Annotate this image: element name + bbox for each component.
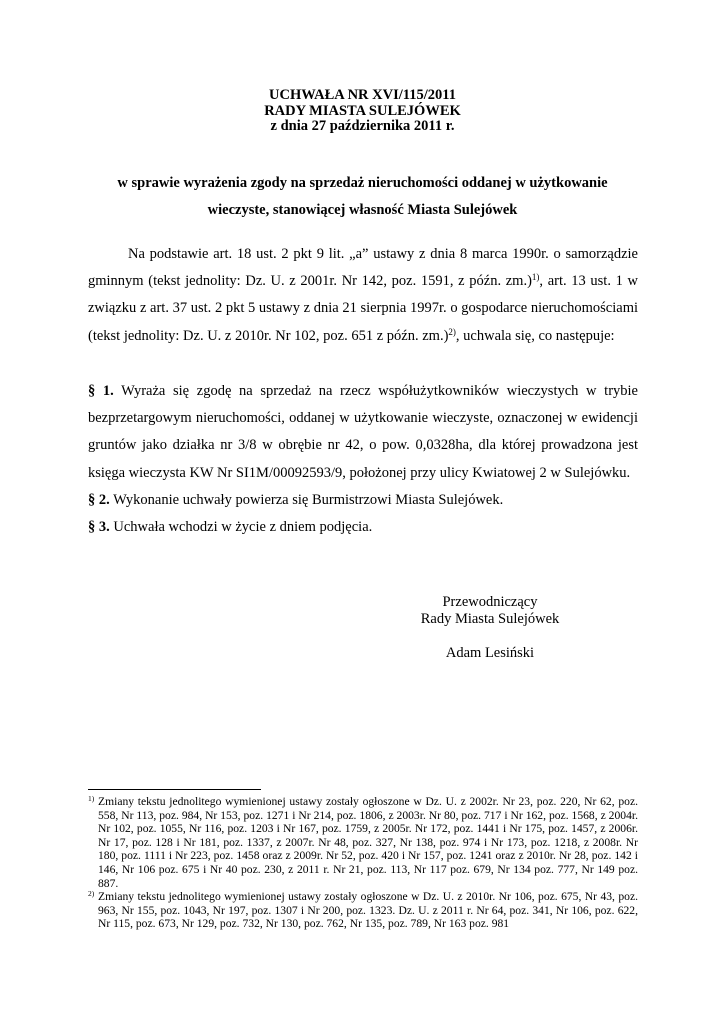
resolution-date: z dnia 27 października 2011 r. bbox=[270, 118, 455, 134]
signatory-name: Adam Lesiński bbox=[445, 645, 535, 661]
footnote-2-text: Zmiany tekstu jednolitego wymienionej ustawy zostały ogłoszone w Dz. U. z 2010r. Nr 106, poz. 675, Nr 43, poz. 963, Nr 155, poz. 1043, Nr 197, poz. 1307 i Nr 200, poz. 1323. Dz. U. z 2011 r. Nr 64, poz. 341, Nr 106, poz. 622, Nr 115, poz. 673, Nr 129, poz. 732, Nr 130, poz. 762, Nr 135, poz. 789, Nr 163 poz. 981 bbox=[98, 890, 638, 931]
section-2-text: Wykonanie uchwały powierza się Burmistrzowi Miasta Sulejówek. bbox=[109, 491, 504, 508]
section-1 bbox=[88, 378, 638, 487]
legal-basis-text-3: , uchwala się, co następuje: bbox=[455, 327, 615, 344]
legal-basis-paragraph bbox=[88, 241, 638, 350]
section-2 bbox=[88, 487, 638, 514]
legal-basis-text-1: Na podstawie art. 18 ust. 2 pkt 9 lit. „a” ustawy z dnia 8 marca 1990r. o samorządzie gminnym (tekst jednolity: Dz. U. z 2001r. Nr 142, poz. 1591, z późn. zm.) bbox=[88, 246, 638, 290]
section-2-label: § 2. bbox=[88, 491, 110, 508]
subject-line-1: w sprawie wyrażenia zgody na sprzedaż nieruchomości oddanej w użytkowanie bbox=[117, 175, 608, 191]
resolution-sections bbox=[88, 378, 638, 541]
subject-line-2: wieczyste, stanowiącej własność Miasta Sulejówek bbox=[207, 202, 518, 218]
signature-block bbox=[400, 594, 580, 662]
footnote-ref-2: 2) bbox=[448, 326, 456, 337]
footnote-separator bbox=[88, 789, 261, 790]
footnote-1-text: Zmiany tekstu jednolitego wymienionej ustawy zostały ogłoszone w Dz. U. z 2002r. Nr 23, poz. 220, Nr 62, poz. 558, Nr 113, poz. 984, Nr 153, poz. 1271 i Nr 214, poz. 1806, z 2003r. Nr 80, poz. 717 i Nr 162, poz. 1568, z 2004r. Nr 102, poz. 1055, Nr 116, poz. 1203 i Nr 167, poz. 1759, z 2005r. Nr 172, poz. 1441 i Nr 175, poz. 1457, z 2006r. Nr 17, poz. 128 i Nr 181, poz. 1337, z 2007r. Nr 48, poz. 327, Nr 138, poz. 974 i Nr 173, poz. 1218, z 2008r. Nr 180, poz. 1111 i Nr 223, poz. 1458 oraz z 2009r. Nr 52, poz. 420 i Nr 157, poz. 1241 oraz z 2010r. Nr 28, poz. 142 i 146, Nr 106 poz. 675 i Nr 40 poz. 230, z 2011 r. Nr 21, poz. 113, Nr 117 poz. 679, Nr 134 poz. 777, Nr 149 poz. 887. bbox=[98, 795, 638, 890]
footnote-2-mark: 2) bbox=[88, 889, 95, 899]
signatory-body: Rady Miasta Sulejówek bbox=[420, 611, 560, 627]
resolution-number: UCHWAŁA NR XVI/115/2011 bbox=[269, 87, 456, 103]
section-3-label: § 3. bbox=[88, 519, 110, 536]
section-1-text: Wyraża się zgodę na sprzedaż na rzecz współużytkowników wieczystych w trybie bezprzetargowym nieruchomości, oddanej w użytkowanie wieczyste, oznaczonej w ewidencji gruntów jako działka nr 3/8 w obrębie nr 42, o pow. 0,0328ha, dla której prowadzona jest księga wieczysta KW Nr SI1M/00092593/9, położonej przy ulicy Kwiatowej 2 w Sulejówku. bbox=[88, 383, 638, 481]
signatory-title: Przewodniczący bbox=[442, 594, 538, 610]
footnote-1-mark: 1) bbox=[88, 794, 95, 803]
footnote-2 bbox=[88, 890, 638, 931]
council-name: RADY MIASTA SULEJÓWEK bbox=[264, 102, 461, 119]
footnote-ref-1: 1) bbox=[531, 272, 540, 283]
footnotes bbox=[88, 795, 638, 931]
section-3 bbox=[88, 514, 638, 541]
section-1-label: § 1. bbox=[88, 383, 114, 399]
resolution-header bbox=[0, 88, 725, 135]
section-3-text: Uchwała wchodzi w życie z dniem podjęcia. bbox=[109, 519, 373, 536]
legal-basis-text-2: , art. 13 ust. 1 w związku z art. 37 ust. 2 pkt 5 ustawy z dnia 21 sierpnia 1997r. o gospodarce nieruchomościami (tekst jednolity: Dz. U. z 2010r. Nr 102, poz. 651 z późn. zm.) bbox=[88, 273, 638, 344]
resolution-subject bbox=[80, 170, 645, 224]
footnote-1 bbox=[88, 795, 638, 890]
